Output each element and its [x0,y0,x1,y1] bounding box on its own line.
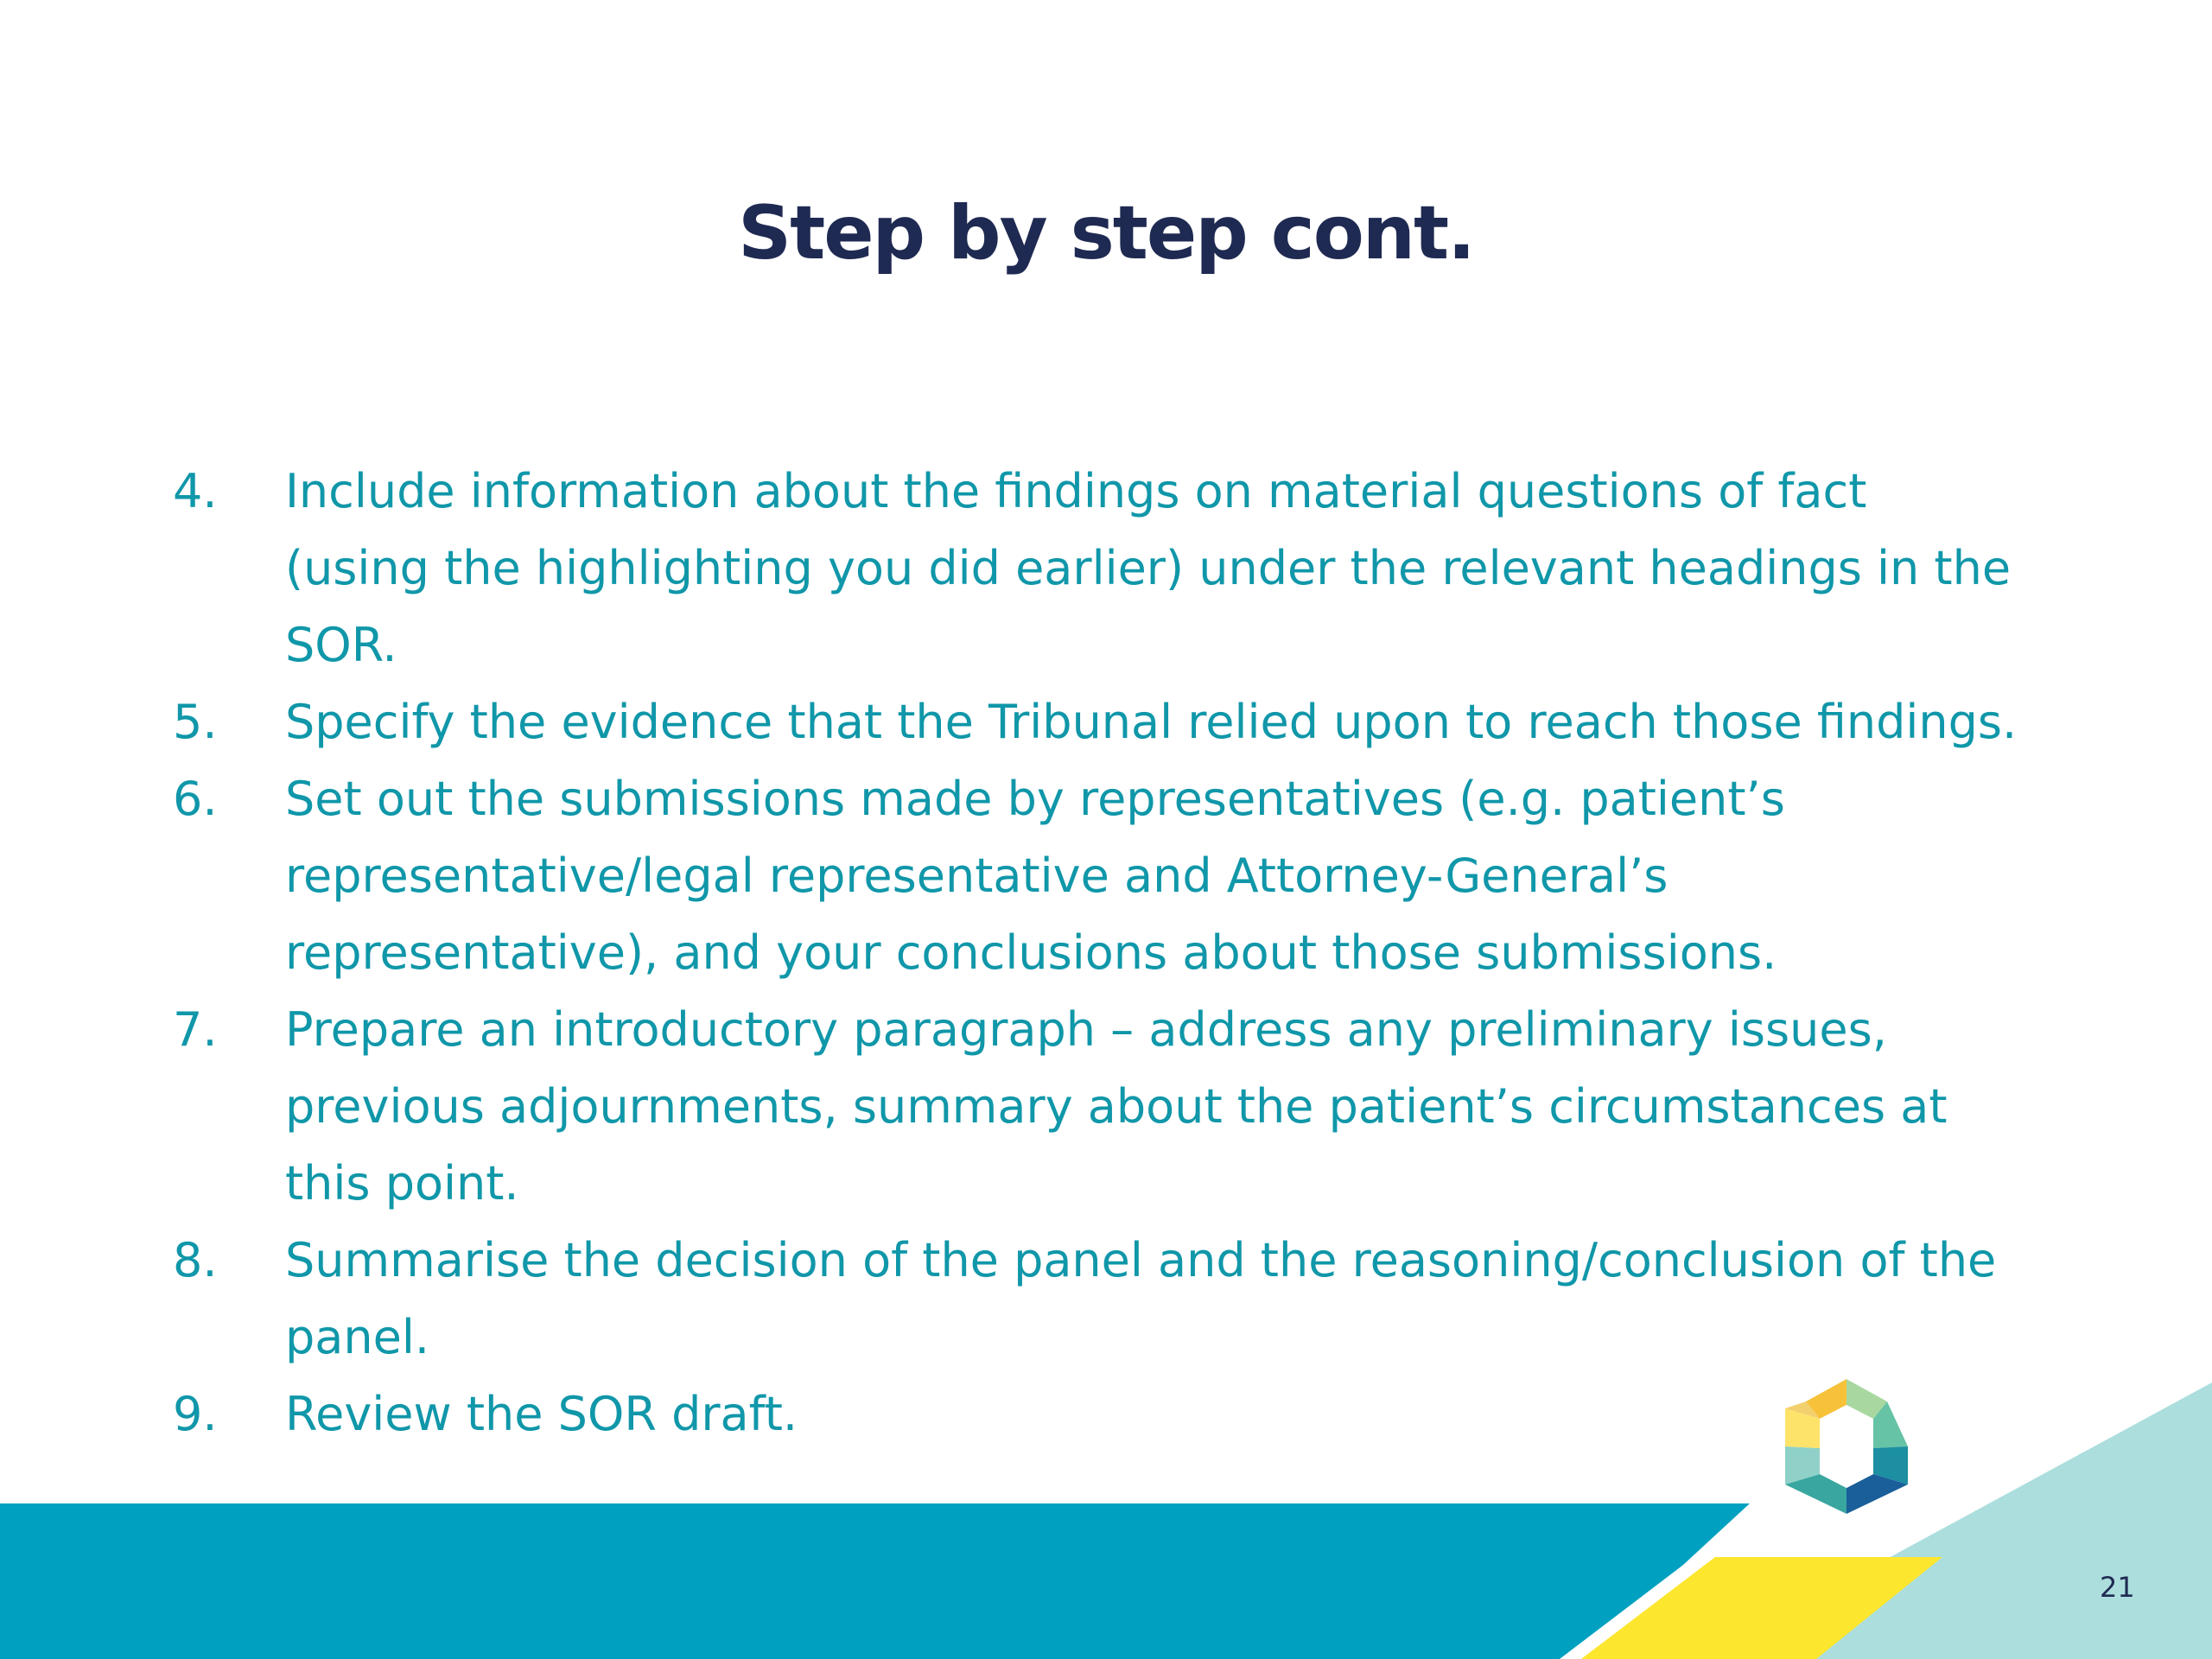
step-text: Summarise the decision of the panel and the reasoning/conclusion of the [285,1233,1997,1287]
page-number: 21 [2100,1571,2135,1604]
step-text-line: previous adjournments, summary about the patient’s circumstances at [285,1079,1948,1134]
step-number: 6. [173,772,218,826]
step-text-line: (using the highlighting you did earlier) under the relevant headings in the [285,541,2012,595]
step-number: 5. [173,695,218,749]
steps-list [173,453,2074,1452]
step-number: 9. [173,1387,218,1441]
list-item [173,991,2074,1222]
step-text-line: panel. [285,1310,429,1364]
list-item [173,683,2074,760]
step-text: Include information about the findings on material questions of fact [285,464,1867,518]
step-text-line: SOR. [285,618,397,672]
step-text-line: representative), and your conclusions about those submissions. [285,925,1777,980]
list-item [173,760,2074,991]
step-text: Prepare an introductory paragraph – address any preliminary issues, [285,1002,1887,1057]
hexagon-logo-icon [1785,1379,1908,1514]
step-text-line: representative/legal representative and Attorney-General’s [285,849,1669,903]
step-text: Review the SOR draft. [285,1387,798,1441]
step-number: 4. [173,464,218,518]
list-item [173,453,2074,683]
step-number: 8. [173,1233,218,1287]
list-item [173,1222,2074,1376]
step-text: Set out the submissions made by representatives (e.g. patient’s [285,772,1785,826]
step-number: 7. [173,1002,218,1057]
step-text-line: this point. [285,1156,519,1211]
slide-title: Step by step cont. [738,190,1474,276]
step-text: Specify the evidence that the Tribunal relied upon to reach those findings. [285,695,2018,749]
